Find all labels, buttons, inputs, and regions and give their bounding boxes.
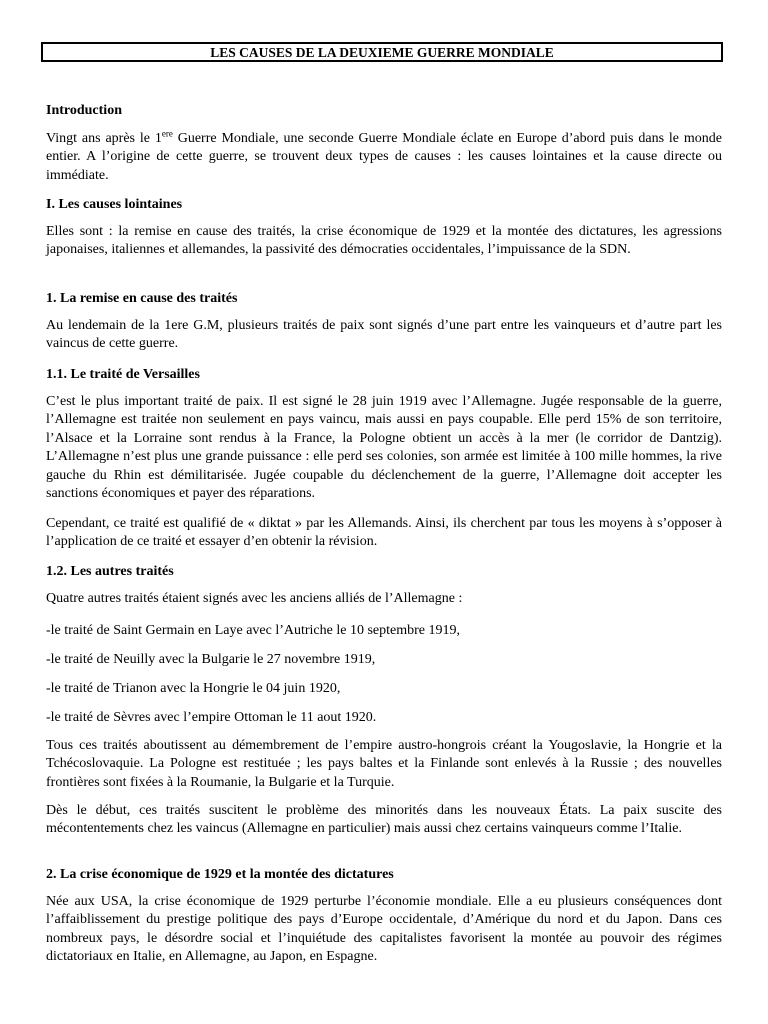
sub12-paragraph-1 xyxy=(46,737,722,792)
section1-paragraph xyxy=(46,223,722,260)
section1-text: Elles sont : la remise en cause des traités, la crise économique de 1929 et la montée des dictatures, les agressions japonaises, italiennes et allemandes, la passivité des démocraties occidentales, l’impuissance de la SDN. xyxy=(46,224,722,258)
intro-paragraph xyxy=(46,130,722,185)
section1-heading-text: I. Les causes lointaines xyxy=(46,197,183,212)
sub2-text: Née aux USA, la crise économique de 1929 perturbe l’économie mondiale. Elle a eu plusieurs conséquences dont l’affaiblissement du prestige politique des pays d’Europe occidentale, d’Amérique du nord et du Japon. Dans ces nombreux pays, le désordre social et l’inquiétude des capitalistes favorisent la montée au pouvoir des régimes dictatoriaux en Italie, en Allemagne, au Japon, en Espagne. xyxy=(46,894,722,965)
sub11-paragraph-2 xyxy=(46,515,722,552)
sub12-text-1: Tous ces traités aboutissent au démembrement de l’empire austro-hongrois créant la Yougoslavie, la Hongrie et la Tchécoslovaquie. La Pologne est restituée ; les pays baltes et la Finlande sont enlevés à la Russie ; des nouvelles frontières sont fixées à la Roumanie, la Bulgarie et la Turquie. xyxy=(46,738,722,790)
treaty-item-4: -le traité de Sèvres avec l’empire Ottoman le 11 aout 1920. xyxy=(46,710,377,725)
treaty-list-item xyxy=(46,651,722,669)
sub2-paragraph xyxy=(46,893,722,967)
sub2-heading-text: 2. La crise économique de 1929 et la montée des dictatures xyxy=(46,867,394,882)
treaty-item-2: -le traité de Neuilly avec la Bulgarie le 27 novembre 1919, xyxy=(46,652,376,667)
treaty-item-1: -le traité de Saint Germain en Laye avec l’Autriche le 10 septembre 1919, xyxy=(46,623,460,638)
treaty-item-3: -le traité de Trianon avec la Hongrie le 04 juin 1920, xyxy=(46,681,341,696)
treaty-list-item xyxy=(46,680,722,698)
intro-heading xyxy=(46,102,722,119)
sub11-paragraph-1 xyxy=(46,393,722,503)
sub12-text-2: Dès le début, ces traités suscitent le problème des minorités dans les nouveaux États. La paix suscite des mécontentements chez les vaincus (Allemagne en particulier) mais aussi chez certains vainqueurs comme l’Italie. xyxy=(46,803,722,837)
sub2-heading xyxy=(46,866,722,883)
intro-heading-text: Introduction xyxy=(46,103,122,118)
section1-heading xyxy=(46,196,722,213)
sub1-heading xyxy=(46,290,722,307)
intro-text-start: Vingt ans après le 1 xyxy=(46,131,162,146)
sub1-heading-text: 1. La remise en cause des traités xyxy=(46,291,238,306)
sub11-heading xyxy=(46,366,722,383)
document-title: LES CAUSES DE LA DEUXIEME GUERRE MONDIALE xyxy=(41,42,723,62)
sub12-paragraph-2 xyxy=(46,802,722,839)
sub11-text-1: C’est le plus important traité de paix. Il est signé le 28 juin 1919 avec l’Allemagne. Jugée responsable de la guerre, l’Allemagne est traitée non seulement en pays vaincu, mais aussi en pays coupable. Elle perd 15% de son territoire, l’Alsace et la Lorraine sont rendus à la France, la Pologne obtient un accès à la mer (le corridor de Dantzig). L’Allemagne n’est plus une grande puissance : elle perd ses colonies, son armée est limitée à 100 mille hommes, la rive gauche du Rhin est démilitarisée. Jugée coupable du déclenchement de la guerre, l’Allemagne doit accepter les sanctions économiques et payer des réparations. xyxy=(46,394,722,502)
treaty-list-item xyxy=(46,709,722,727)
sub12-heading-text: 1.2. Les autres traités xyxy=(46,564,174,579)
sub11-heading-text: 1.1. Le traité de Versailles xyxy=(46,367,200,382)
sub1-paragraph xyxy=(46,317,722,354)
intro-text-rest: Guerre Mondiale, une seconde Guerre Mondiale éclate en Europe d’abord puis dans le monde entier. A l’origine de cette guerre, se trouvent deux types de causes : les causes lointaines et la cause directe ou immédiate. xyxy=(46,131,722,183)
treaty-list-item xyxy=(46,622,722,640)
sub12-intro xyxy=(46,590,722,608)
sub12-heading xyxy=(46,563,722,580)
sub1-text: Au lendemain de la 1ere G.M, plusieurs traités de paix sont signés d’une part entre les vainqueurs et d’autre part les vaincus de cette guerre. xyxy=(46,318,722,352)
sub11-text-2: Cependant, ce traité est qualifié de « diktat » par les Allemands. Ainsi, ils cherchent par tous les moyens à s’opposer à l’application de ce traité et essayer d’en obtenir la révision. xyxy=(46,516,722,550)
sub12-intro-text: Quatre autres traités étaient signés avec les anciens alliés de l’Allemagne : xyxy=(46,591,463,606)
intro-superscript: ere xyxy=(161,128,173,139)
